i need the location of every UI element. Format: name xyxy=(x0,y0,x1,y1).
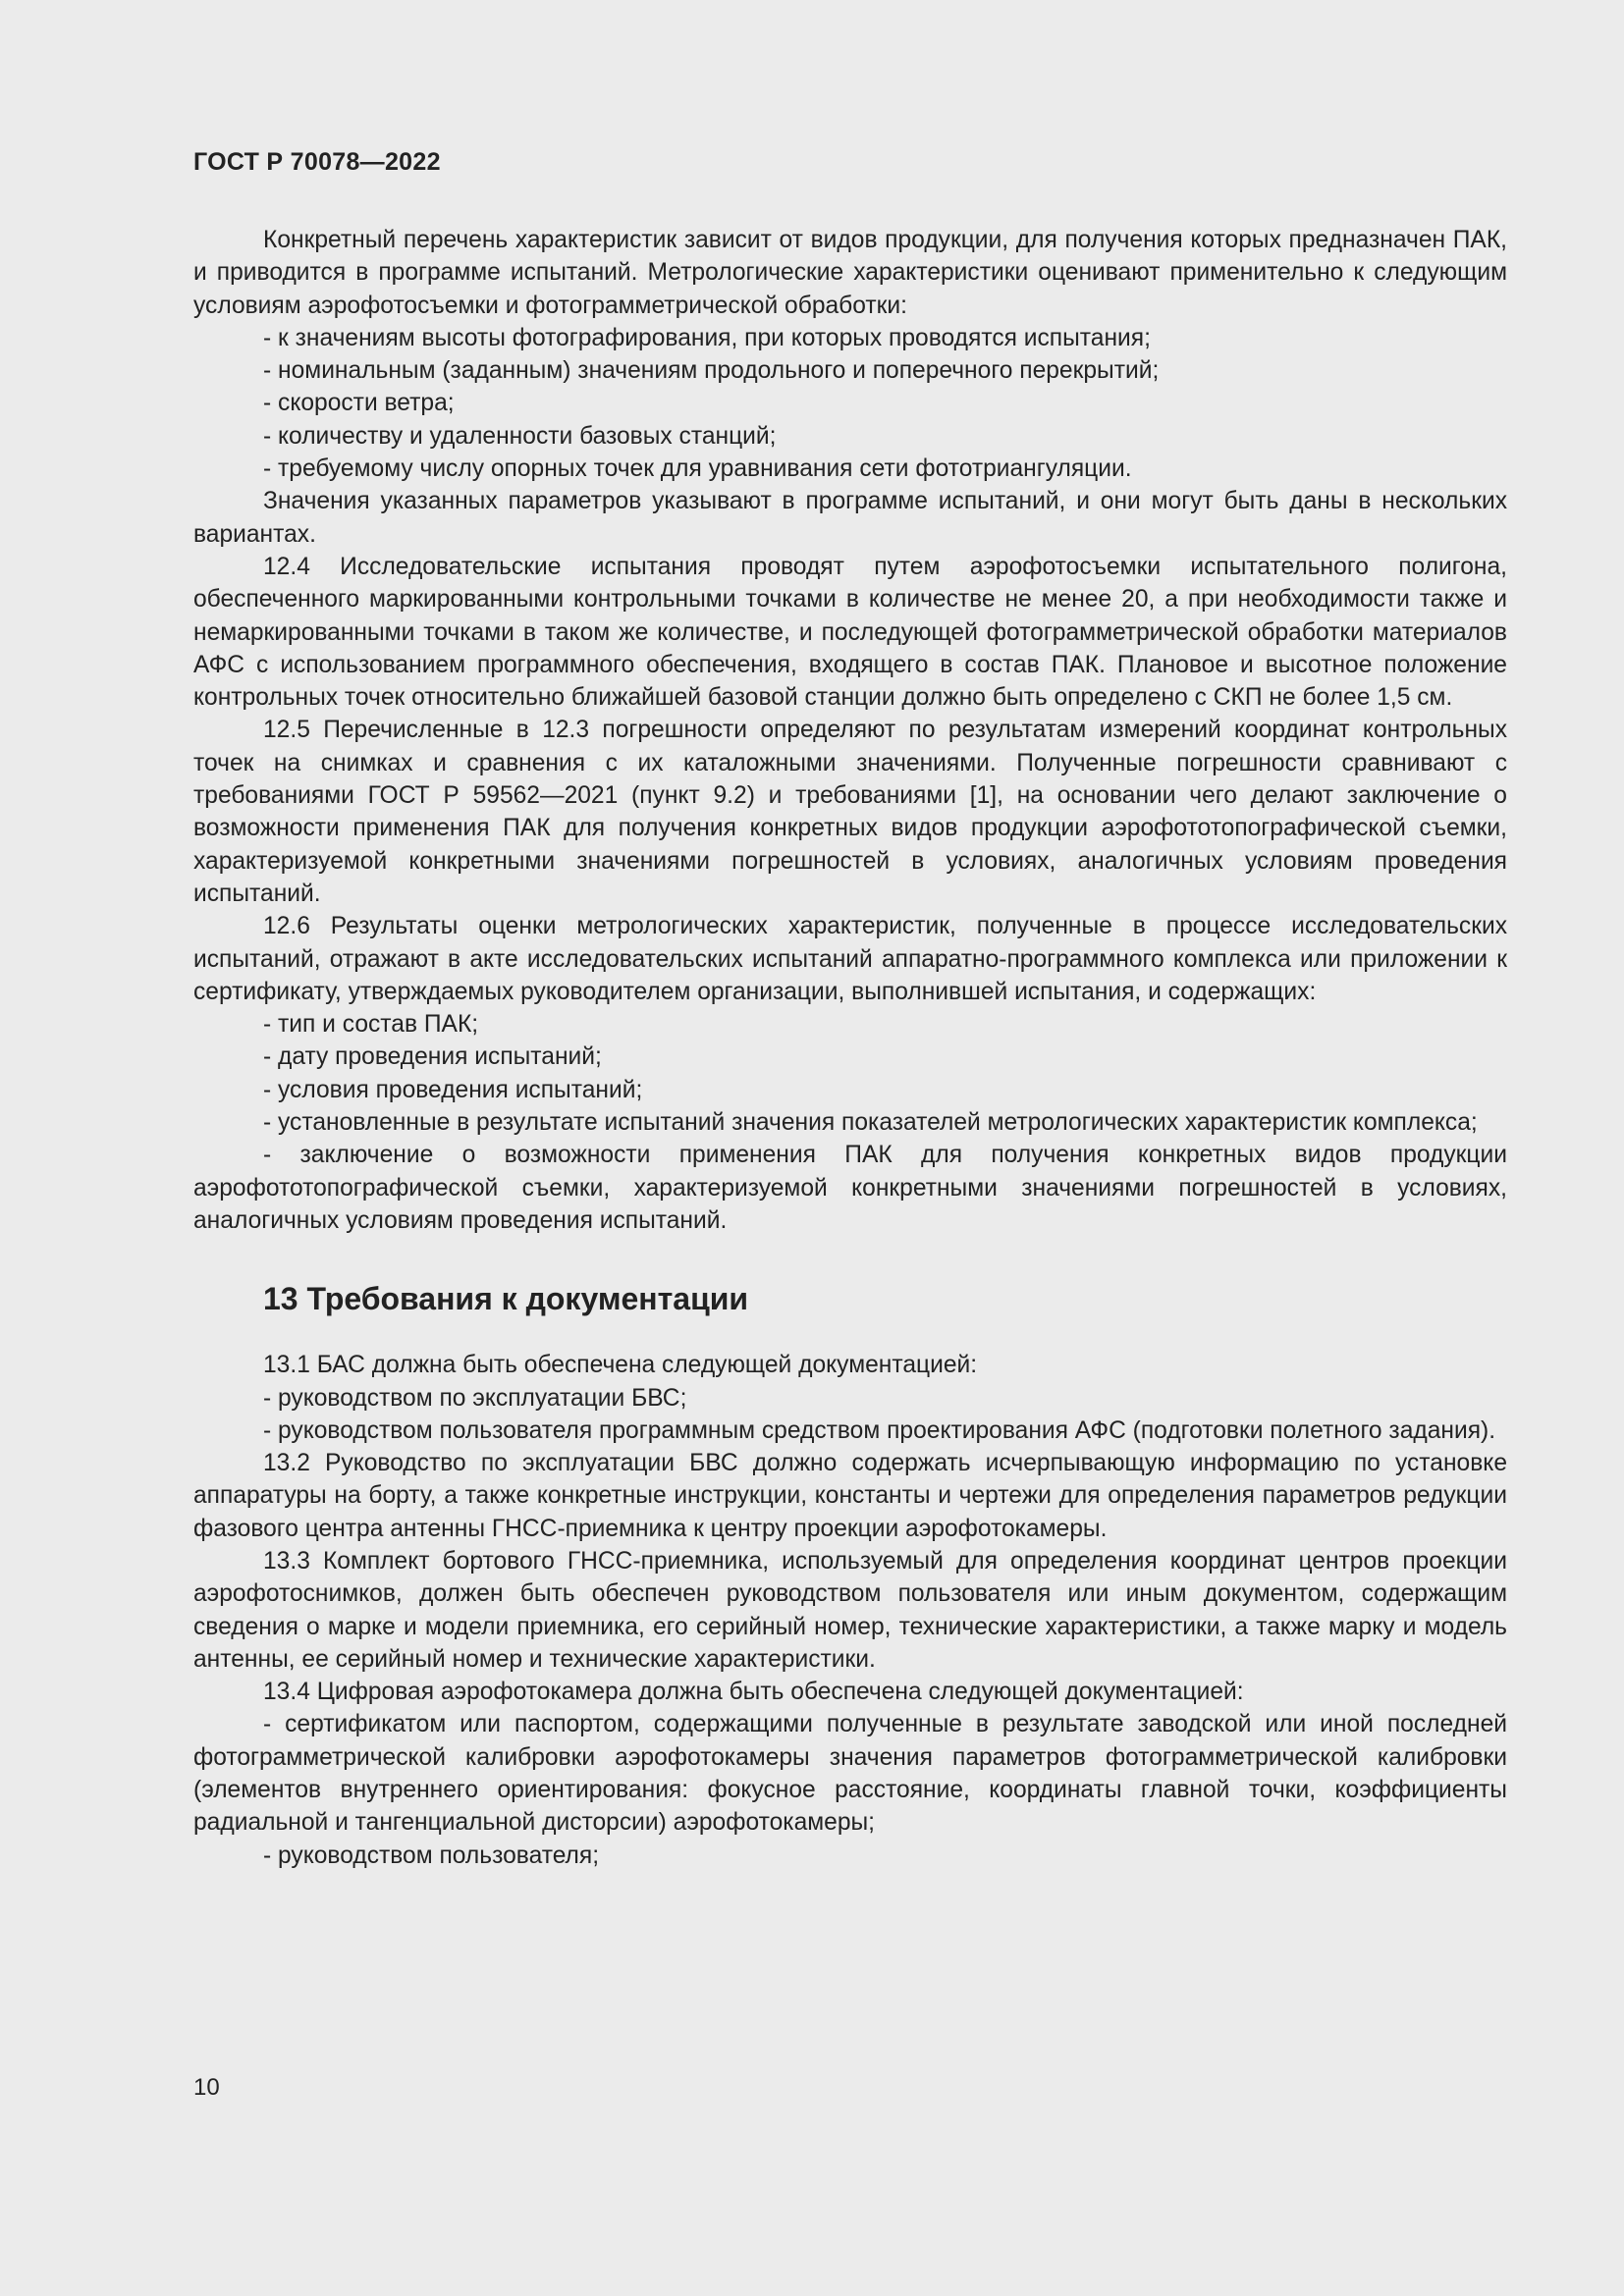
clause-12-5: 12.5 Перечисленные в 12.3 погрешности определяют по результатам измерений координат контрольных точек на снимках и сравнения с их каталожными значениями. Полученные погрешности сравнивают с требованиями ГОСТ Р 59562—2021 (пункт 9.2) и требованиями [1], на основании чего делают заключение о возможности применения ПАК для получения конкретных видов продукции аэрофототопографической съемки, характеризуемой конкретными значениями погрешностей в условиях, аналогичных условиям проведения испытаний. xyxy=(193,717,1507,907)
list-item: - сертификатом или паспортом, содержащими полученные в результате заводской или иной последней фотограмметрической калибровки аэрофотокамеры значения параметров фотограмметрической калибровки (элементов внутреннего ориентирования: фокусное расстояние, координаты главной точки, коэффициенты радиальной и тангенциальной дисторсии) аэрофотокамеры; xyxy=(193,1711,1507,1837)
list-item: - дату проведения испытаний; xyxy=(263,1043,602,1071)
clause-13-2: 13.2 Руководство по эксплуатации БВС должно содержать исчерпывающую информацию по установке аппаратуры на борту, а также конкретные инструкции, константы и чертежи для определения параметров редукции фазового центра антенны ГНСС-приемника к центру проекции аэрофотокамеры. xyxy=(193,1450,1507,1542)
paragraph: Конкретный перечень характеристик зависит от видов продукции, для получения которых предназначен ПАК, и приводится в программе испытаний. Метрологические характеристики оценивают применительно к следующим условиям аэрофотосъемки и фотограмметрической обработки: xyxy=(193,227,1507,319)
clause-12-6: 12.6 Результаты оценки метрологических характеристик, полученные в процессе исследовательских испытаний, отражают в акте исследовательских испытаний аппаратно-программного комплекса или приложении к сертификату, утверждаемых руководителем организации, выполнившей испытания, и содержащих: xyxy=(193,913,1507,1005)
list-item: - руководством по эксплуатации БВС; xyxy=(263,1384,687,1412)
clause-13-4: 13.4 Цифровая аэрофотокамера должна быть обеспечена следующей документацией: xyxy=(263,1679,1244,1706)
list-item: - к значениям высоты фотографирования, при которых проводятся испытания; xyxy=(263,324,1151,351)
list-item: - номинальным (заданным) значениям продольного и поперечного перекрытий; xyxy=(263,357,1160,385)
page-number: 10 xyxy=(193,2074,220,2101)
section-heading: 13 Требования к документации xyxy=(263,1281,749,1317)
clause-13-3: 13.3 Комплект бортового ГНСС-приемника, используемый для определения координат центров проекции аэрофотоснимков, должен быть обеспечен руководством пользователя или иным документом, содержащим сведения о марке и модели приемника, его серийный номер, технические характеристики, а также марку и модель антенны, ее серийный номер и технические характеристики. xyxy=(193,1547,1507,1673)
list-item: - заключение о возможности применения ПАК для получения конкретных видов продукции аэрофототопографической съемки, характеризуемой конкретными значениями погрешностей в условиях, аналогичных условиям проведения испытаний. xyxy=(193,1142,1507,1234)
list-item: - условия проведения испытаний; xyxy=(263,1076,643,1103)
list-item: - скорости ветра; xyxy=(263,390,455,417)
standard-code-header: ГОСТ Р 70078—2022 xyxy=(193,148,441,176)
list-item: - руководством пользователя; xyxy=(263,1842,600,1869)
page-content xyxy=(193,224,1507,1872)
clause-13-1: 13.1 БАС должна быть обеспечена следующей документацией: xyxy=(263,1352,978,1379)
list-item: - установленные в результате испытаний значения показателей метрологических характеристик комплекса; xyxy=(263,1109,1478,1137)
list-item: - тип и состав ПАК; xyxy=(263,1011,479,1039)
list-item: - руководством пользователя программным средством проектирования АФС (подготовки полетного задания). xyxy=(263,1416,1496,1444)
paragraph: Значения указанных параметров указывают в программе испытаний, и они могут быть даны в нескольких вариантах. xyxy=(193,488,1507,548)
list-item: - количеству и удаленности базовых станций; xyxy=(263,422,777,450)
clause-12-4: 12.4 Исследовательские испытания проводят путем аэрофотосъемки испытательного полигона, обеспеченного маркированными контрольными точками в количестве не менее 20, а при необходимости также и немаркированными точками в таком же количестве, и последующей фотограмметрической обработки материалов АФС с использованием программного обеспечения, входящего в состав ПАК. Плановое и высотное положение контрольных точек относительно ближайшей базовой станции должно быть определено с СКП не более 1,5 см. xyxy=(193,553,1507,712)
list-item: - требуемому числу опорных точек для уравнивания сети фототриангуляции. xyxy=(263,455,1132,483)
